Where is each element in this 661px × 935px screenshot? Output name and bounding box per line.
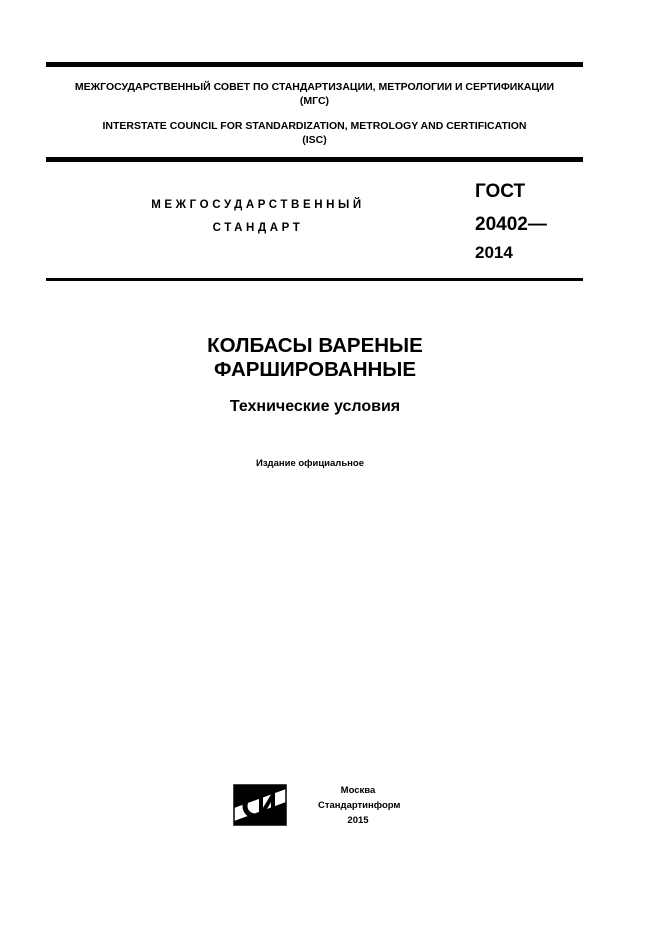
publisher-city: Москва [340,785,376,796]
edition-note: Издание официальное [256,458,364,469]
document-subtitle: Технические условия [229,398,401,415]
document-title-line1: КОЛБАСЫ ВАРЕНЫЕ [207,334,423,357]
council-ru-name: МЕЖГОСУДАРСТВЕННЫЙ СОВЕТ ПО СТАНДАРТИЗАЦИИ, МЕТРОЛОГИИ И СЕРТИФИКАЦИИ [74,81,555,93]
council-ru-abbr: (МГС) [299,95,330,107]
council-en [46,119,583,147]
gost-number: 20402— [475,214,547,235]
lower-rule [46,278,583,281]
council-en-name: INTERSTATE COUNCIL FOR STANDARDIZATION, METROLOGY AND CERTIFICATION [102,120,527,132]
council-en-abbr: (ISC) [302,134,327,146]
gost-label: ГОСТ [475,181,526,202]
gost-year: 2014 [475,243,513,262]
top-rule [46,62,583,67]
middle-rule [46,157,583,162]
publication-year: 2015 [347,815,369,826]
standartinform-logo-icon [233,784,287,826]
standard-kind-line2: СТАНДАРТ [212,222,304,234]
standard-kind-line1: МЕЖГОСУДАРСТВЕННЫЙ [151,199,365,211]
document-title-line2: ФАРШИРОВАННЫЕ [213,358,417,381]
council-ru [46,80,583,108]
publisher-name: Стандартинформ [318,800,401,811]
